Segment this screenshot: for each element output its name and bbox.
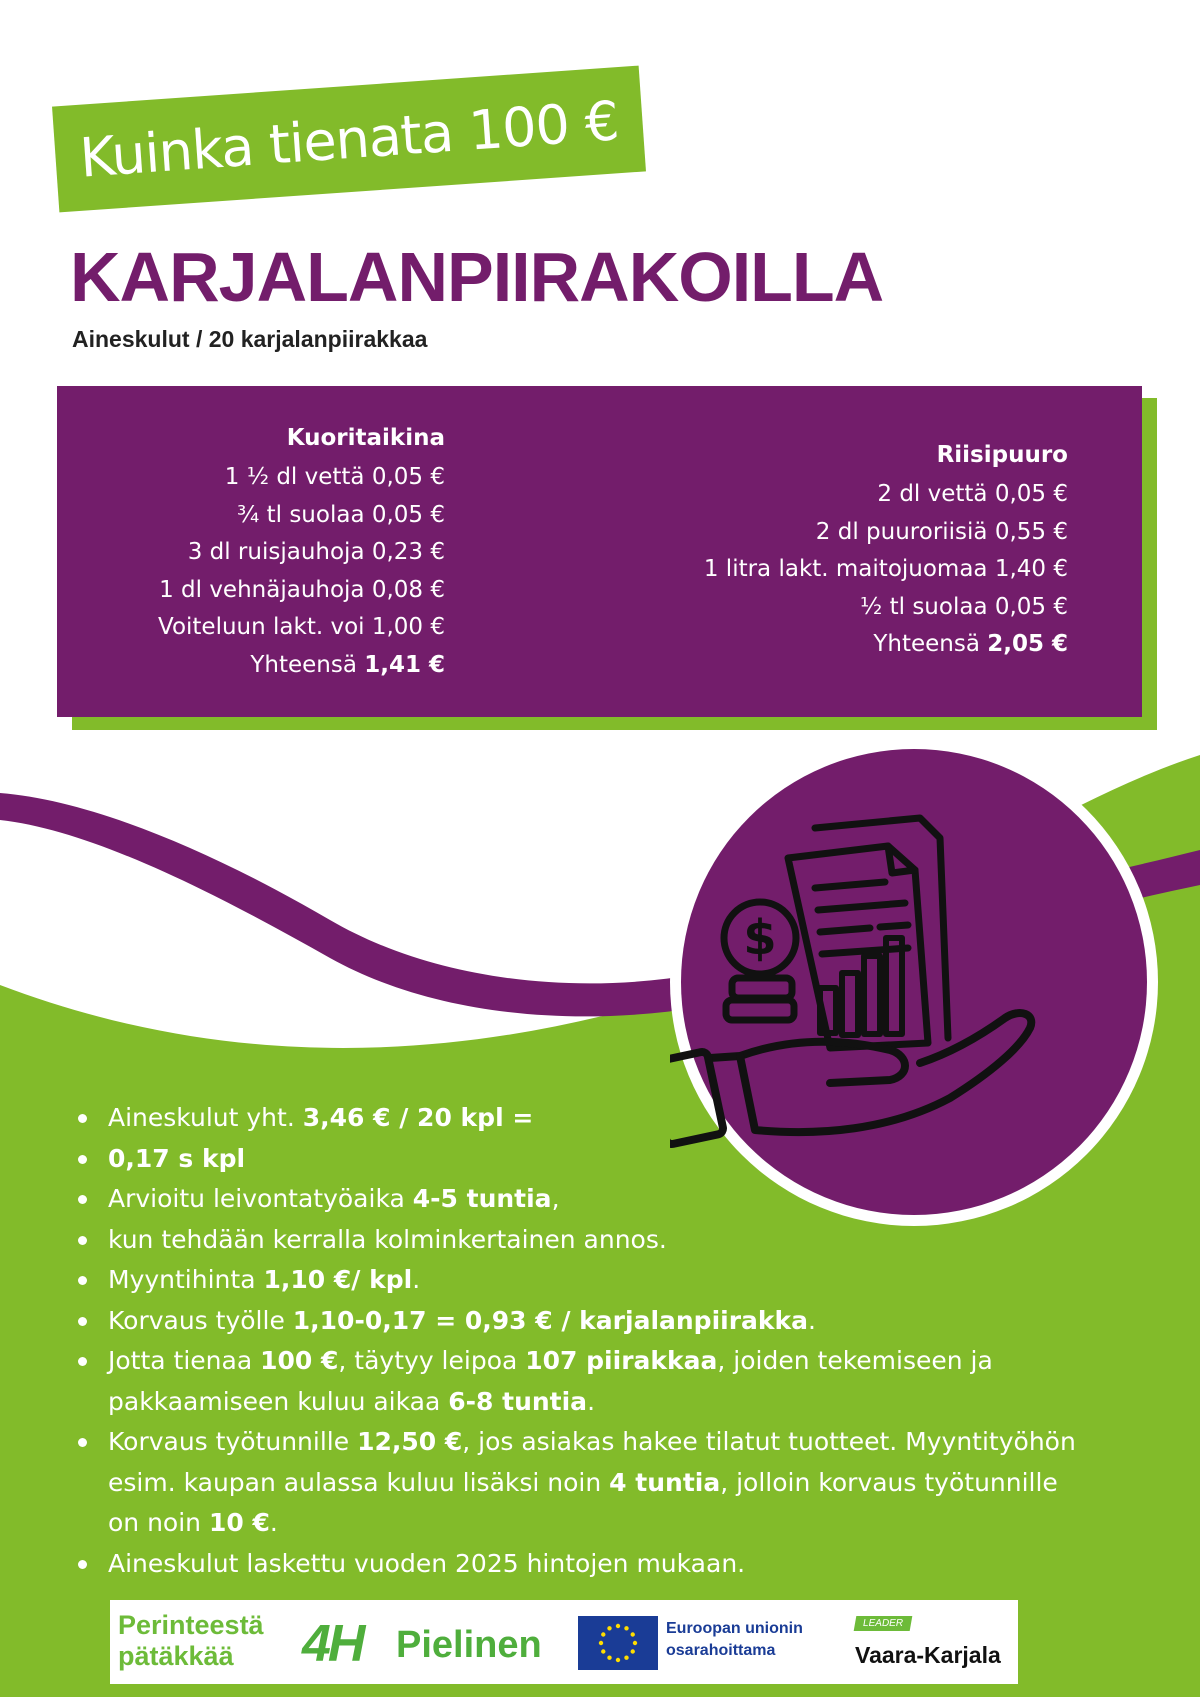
crust-line: ¾ tl suolaa 0,05 € xyxy=(237,501,445,528)
bullet-text: , jos asiakas hakee tilatut tuotteet. Myyntityöhön esim. kaupan aulassa kuluu lisäksi noin xyxy=(108,1427,1076,1497)
list-item xyxy=(78,1098,1078,1139)
perinteesta-logo xyxy=(118,1610,264,1672)
eu-star xyxy=(616,1624,620,1628)
perinteesta-logo-line: Perinteestä xyxy=(118,1610,264,1640)
bullet-text: . xyxy=(269,1508,278,1537)
crust-heading: Kuoritaikina xyxy=(286,425,445,451)
leader-logo: LEADER xyxy=(854,1616,913,1631)
bullet-text: Jotta tienaa xyxy=(108,1346,261,1375)
crust-total-value: 1,41 € xyxy=(364,651,445,678)
eu-star xyxy=(631,1649,635,1653)
bullet-bold: 12,50 € xyxy=(357,1427,463,1456)
pielinen-logo: Pielinen xyxy=(396,1624,542,1666)
list-item xyxy=(78,1544,1078,1585)
list-item xyxy=(78,1301,1078,1342)
facts-list xyxy=(78,1098,1078,1584)
bullet-bold: 1,10 €/ kpl xyxy=(263,1265,413,1294)
eu-star xyxy=(599,1641,603,1645)
list-item xyxy=(78,1179,1078,1220)
bullet-text: Aineskulut yht. xyxy=(108,1103,303,1132)
porridge-line: 1 litra lakt. maitojuomaa 1,40 € xyxy=(703,556,1068,582)
crust-line: 1 dl vehnäjauhoja 0,08 € xyxy=(159,576,445,603)
porridge-total-label: Yhteensä xyxy=(873,631,980,657)
eu-text-line: Euroopan unionin xyxy=(666,1620,803,1637)
bullet-bold: 4 tuntia xyxy=(609,1467,721,1497)
crust-cost-list xyxy=(158,425,445,684)
bullet-bold: 100 € xyxy=(260,1346,339,1375)
eu-funding-text xyxy=(666,1618,803,1662)
eu-star xyxy=(616,1658,620,1662)
list-item xyxy=(78,1220,1078,1261)
bullet-text: Myyntihinta xyxy=(108,1265,264,1294)
bullet-bold: 1,10-0,17 = 0,93 € / karjalanpiirakka xyxy=(292,1305,809,1335)
bullet-bold: 4-5 tuntia xyxy=(412,1184,552,1213)
bullet-text: Korvaus työlle xyxy=(108,1305,293,1335)
list-item xyxy=(78,1341,1078,1422)
bullet-bold: 0,17 s kpl xyxy=(108,1143,246,1173)
bullet-text: Arvioitu leivontatyöaika xyxy=(108,1184,413,1213)
crust-total-label: Yhteensä xyxy=(250,651,357,678)
eu-star xyxy=(624,1656,628,1660)
eu-text-line: osarahoittama xyxy=(666,1642,776,1659)
bullet-text: Aineskulut laskettu vuoden 2025 hintojen mukaan. xyxy=(108,1548,746,1578)
porridge-total-value: 2,05 € xyxy=(987,631,1068,657)
bullet-text: , jolloin korvaus työtunnille on noin xyxy=(108,1467,1058,1537)
porridge-heading: Riisipuuro xyxy=(936,442,1068,468)
bullet-bold: 107 piirakkaa xyxy=(525,1346,718,1375)
bullet-text: , joiden tekemiseen ja pakkaamiseen kuluu aikaa xyxy=(108,1346,993,1416)
4h-logo: 4H xyxy=(302,1615,363,1673)
bullet-text: . xyxy=(808,1305,816,1335)
eu-star xyxy=(607,1656,611,1660)
bullet-text: Korvaus työtunnille xyxy=(108,1427,358,1456)
bullet-bold: 6-8 tuntia xyxy=(448,1386,588,1416)
eu-star xyxy=(624,1626,628,1630)
crust-line: 1 ½ dl vettä 0,05 € xyxy=(224,464,445,490)
porridge-total xyxy=(704,626,1068,664)
eu-star xyxy=(601,1632,605,1636)
bullet-text: . xyxy=(412,1265,421,1294)
porridge-line: ½ tl suolaa 0,05 € xyxy=(860,593,1068,620)
list-item xyxy=(78,1260,1078,1301)
banner-text: Kuinka tienata 100 € xyxy=(77,88,621,190)
porridge-cost-list xyxy=(704,442,1068,664)
crust-total xyxy=(158,647,445,685)
bullet-bold: 3,46 € / 20 kpl = xyxy=(302,1103,534,1132)
bullet-text: . xyxy=(587,1386,596,1416)
vaara-karjala-logo: Vaara-Karjala xyxy=(855,1642,1001,1668)
page-subtitle: Aineskulut / 20 karjalanpiirakkaa xyxy=(72,326,428,352)
bullet-text: kun tehdään kerralla kolminkertainen annos. xyxy=(108,1224,667,1254)
perinteesta-logo-line: pätäkkää xyxy=(118,1641,234,1671)
crust-line: 3 dl ruisjauhoja 0,23 € xyxy=(187,539,445,565)
eu-star xyxy=(601,1649,605,1653)
bullet-text: , täytyy leipoa xyxy=(338,1346,526,1375)
porridge-line: 2 dl puuroriisiä 0,55 € xyxy=(815,518,1068,545)
crust-line: Voiteluun lakt. voi 1,00 € xyxy=(158,614,445,640)
eu-flag-icon xyxy=(578,1616,658,1670)
bullet-bold: 10 € xyxy=(208,1508,270,1537)
page-title: KARJALANPIIRAKOILLA xyxy=(70,238,884,316)
eu-star xyxy=(631,1632,635,1636)
bullet-text: , xyxy=(551,1184,560,1213)
porridge-line: 2 dl vettä 0,05 € xyxy=(877,481,1068,507)
eu-star xyxy=(633,1641,637,1645)
dollar-icon: $ xyxy=(743,910,777,966)
eu-star xyxy=(607,1626,611,1630)
list-item xyxy=(78,1139,1078,1180)
list-item xyxy=(78,1422,1078,1544)
sponsor-logos xyxy=(110,1600,1018,1684)
